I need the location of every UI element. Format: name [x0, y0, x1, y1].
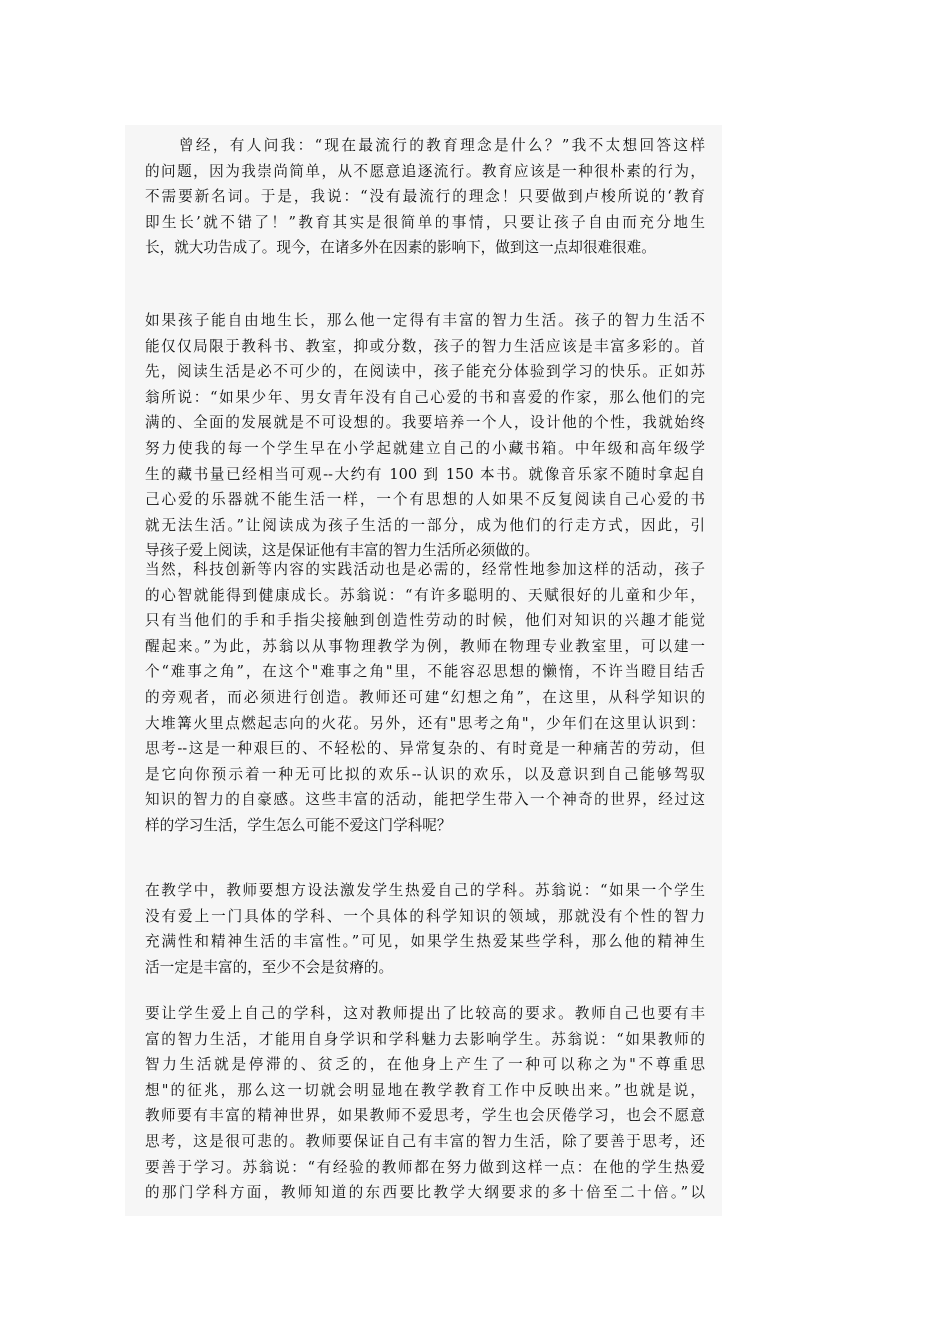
text-line: 活一定是丰富的，至少不会是贫瘠的。	[145, 958, 394, 976]
text-line: 在教学中，教师要想方设法激发学生热爱自己的学科。苏翁说：“如果一个学生	[145, 882, 705, 899]
text-line: 充满性和精神生活的丰富性。”可见，如果学生热爱某些学科，那么他的精神生	[145, 933, 705, 951]
text-line: 长，就大功告成了。现今，在诸多外在因素的影响下，做到这一点却很难很难。	[145, 239, 656, 257]
text-line: 如果孩子能自由地生长，那么他一定得有丰富的智力生活。孩子的智力生活不	[145, 312, 705, 329]
paragraph-2	[145, 308, 705, 564]
text-line: 醒起来。”为此，苏翁以从事物理教学为例，教师在物理专业教室里，可以建一	[145, 637, 705, 655]
text-line: 是它向你预示着一种无可比拟的欢乐--认识的欢乐，以及意识到自己能够驾驭	[145, 765, 705, 783]
text-line: 努力使我的每一个学生早在小学起就建立自己的小藏书箱。中年级和高年级学	[145, 439, 705, 457]
text-line: 生的藏书量已经相当可观--大约有 100 到 150 本书。就像音乐家不随时拿起自	[145, 465, 705, 483]
text-line: 满的、全面的发展就是不可设想的。我要培养一个人，设计他的个性，我就始终	[145, 414, 705, 432]
text-line: 不需要新名词。于是，我说：“没有最流行的理念！只要做到卢梭所说的‘教育	[145, 188, 705, 206]
text-line: 要让学生爱上自己的学科，这对教师提出了比较高的要求。教师自己也要有丰	[145, 1005, 705, 1022]
text-line: 的问题，因为我崇尚简单，从不愿意追逐流行。教育应该是一种很朴素的行为，	[145, 162, 705, 180]
text-line: 的那门学科方面，教师知道的东西要比教学大纲要求的多十倍至二十倍。”以	[145, 1184, 705, 1202]
text-line: 曾经，有人问我：“现在最流行的教育理念是什么？”我不太想回答这样	[145, 137, 705, 154]
text-line: 的心智就能得到健康成长。苏翁说：“有许多聪明的、天赋很好的儿童和少年，	[145, 586, 705, 604]
text-line: 即生长’就不错了！”教育其实是很简单的事情，只要让孩子自由而充分地生	[145, 213, 705, 231]
text-line: 就无法生活。”让阅读成为孩子生活的一部分，成为他们的行走方式，因此，引	[145, 516, 705, 534]
paragraph-1	[145, 133, 705, 261]
text-line: 富的智力生活，才能用自身学识和学科魅力去影响学生。苏翁说：“如果教师的	[145, 1030, 705, 1048]
text-line: 己心爱的乐器就不能生活一样，一个有思想的人如果不反复阅读自己心爱的书	[145, 491, 705, 509]
text-line: 思考，这是很可悲的。教师要保证自己有丰富的智力生活，除了要善于思考，还	[145, 1132, 705, 1150]
text-line: 教师要有丰富的精神世界，如果教师不爱思考，学生也会厌倦学习，也会不愿意	[145, 1107, 705, 1125]
paragraph-5	[145, 1001, 705, 1206]
text-line: 先，阅读生活是必不可少的，在阅读中，孩子能充分体验到学习的快乐。正如苏	[145, 363, 705, 381]
text-line: 翁所说：“如果少年、男女青年没有自己心爱的书和喜爱的作家，那么他们的完	[145, 388, 705, 406]
text-line: 知识的智力的自豪感。这些丰富的活动，能把学生带入一个神奇的世界，经过这	[145, 791, 705, 809]
text-line: 的旁观者，而必须进行创造。教师还可建“幻想之角”，在这里，从科学知识的	[145, 688, 705, 706]
text-line: 智力生活就是停滞的、贫乏的，在他身上产生了一种可以称之为"不尊重思	[145, 1056, 705, 1074]
text-line: 只有当他们的手和手指尖接触到创造性劳动的时候，他们对知识的兴趣才能觉	[145, 612, 705, 630]
text-panel	[125, 125, 722, 1216]
text-line: 个“难事之角”，在这个"难事之角"里，不能容忍思想的懒惰，不许当瞪目结舌	[145, 663, 705, 681]
text-line: 大堆篝火里点燃起志向的火花。另外，还有"思考之角"，少年们在这里认识到：	[145, 714, 705, 732]
text-line: 导孩子爱上阅读，这是保证他有丰富的智力生活所必须做的。	[145, 542, 540, 560]
text-line: 没有爱上一门具体的学科、一个具体的科学知识的领域，那就没有个性的智力	[145, 907, 705, 925]
paragraph-4	[145, 878, 705, 980]
text-line: 思考--这是一种艰巨的、不轻松的、异常复杂的、有时竟是一种痛苦的劳动，但	[145, 740, 705, 758]
text-line: 当然，科技创新等内容的实践活动也是必需的，经常性地参加这样的活动，孩子	[145, 561, 705, 578]
text-line: 想"的征兆，那么这一切就会明显地在教学教育工作中反映出来。”也就是说，	[145, 1081, 705, 1099]
text-line: 要善于学习。苏翁说：“有经验的教师都在努力做到这样一点：在他的学生热爱	[145, 1158, 705, 1176]
paragraph-3	[145, 557, 705, 839]
text-line: 样的学习生活，学生怎么可能不爱这门学科呢？	[145, 816, 452, 834]
text-line: 能仅仅局限于教科书、教室，抑或分数，孩子的智力生活应该是丰富多彩的。首	[145, 337, 705, 355]
